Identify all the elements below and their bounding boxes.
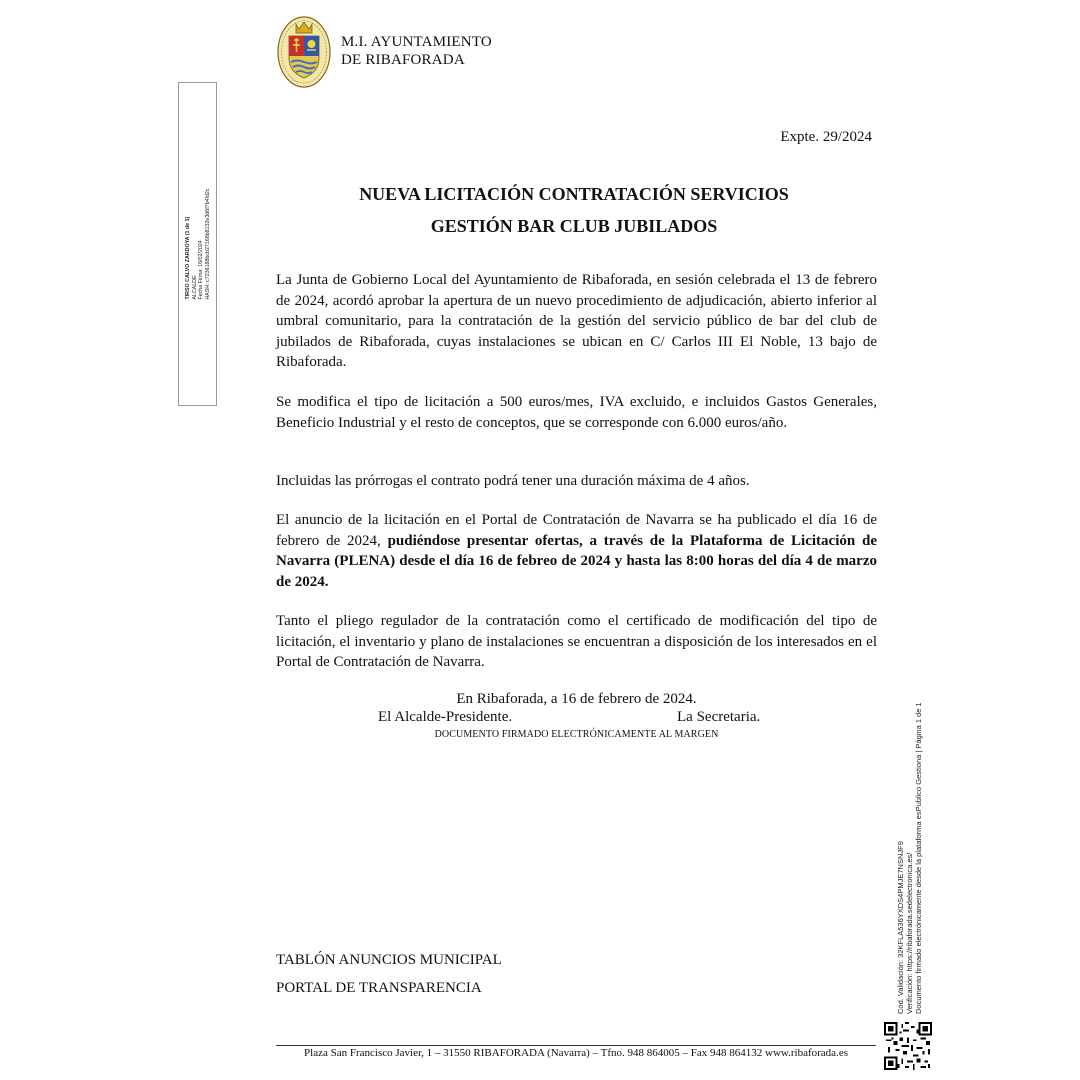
signature-date: Fecha Firma: 16/02/2024 [197,240,204,300]
paragraph-price: Se modifica el tipo de licitación a 500 euros/mes, IVA excluido, e incluidos Gastos Generales, Beneficio Industrial y el resto de conceptos, que se corresponde con 6.000 euros/año. [276,394,877,431]
transparency-portal-label: PORTAL DE TRANSPARENCIA [276,980,482,996]
paragraph-documents: Tanto el pliego regulador de la contratación como el certificado de modificación del tipo de licitación, el inventario y plano de instalaciones se encuentran a disposición de los interesados en el Portal de Contratación de Navarra. [276,613,877,670]
paragraph-approval: La Junta de Gobierno Local del Ayuntamiento de Ribaforada, en sesión celebrada el 13 de febrero de 2024, acordó aprobar la apertura de un nuevo procedimiento de adjudicación, abierto inferior al umbral comunitario, para la contratación de la gestión del servicio público de bar del club de jubilados de Ribaforada, cuyas instalaciones se ubican en C/ Carlos III El Noble, 13 bajo de Ribaforada. [276,272,877,370]
electronic-signature-note: DOCUMENTO FIRMADO ELECTRÓNICAMENTE AL MARGEN [434,729,719,740]
footer-divider [276,1045,876,1046]
municipal-crest-icon [276,12,332,88]
paragraph-duration: Incluidas las prórrogas el contrato podrá tener una duración máxima de 4 años. [276,473,750,489]
signature-hash: HASH: c7236188bcb27168b8132e3d6f7b4fd2c [204,188,210,300]
platform-note: Documento firmado electrónicamente desde la plataforma esPublico Gestiona | Página 1 de 1 [913,702,923,1014]
signer-role: ALCALDE [191,275,197,300]
electronic-signature-box [178,82,217,406]
signature-text [185,188,211,299]
closing-place-date: En Ribaforada, a 16 de febrero de 2024. [456,691,697,707]
title-line1: NUEVA LICITACIÓN CONTRATACIÓN SERVICIOS [359,184,789,204]
secretary-signer: La Secretaria. [677,709,761,725]
document-title [276,178,872,242]
organization-name [341,33,492,69]
paragraph-publication [276,510,877,592]
title-line2: GESTIÓN BAR CLUB JUBILADOS [430,216,718,236]
mayor-signer: El Alcalde-Presidente. [378,709,513,725]
qr-code-icon [884,1022,932,1070]
org-name-line2: DE RIBAFORADA [341,52,465,68]
footer-address: Plaza San Francisco Javier, 1 – 31550 RIBAFORADA (Navarra) – Tfno. 948 864005 – Fax 948 864132 www.ribaforada.es [304,1047,848,1059]
notice-board-label: TABLÓN ANUNCIOS MUNICIPAL [276,952,502,968]
validation-code: Cód. Validación: 32KFLA536YXDS4PMJE7NSNJF9 [896,841,905,1014]
verification-url[interactable]: Verificación: https://ribaforada.sedelectronica.es/ [904,852,914,1014]
publication-text: El anuncio de la licitación en el Portal de Contratación de Navarra se ha publicado el día 16 de febrero de 2024, [276,512,877,549]
org-name-line1: M.I. AYUNTAMIENTO [341,34,492,50]
signer-name: TIRSO CALVO ZARDOYA (1 de 1) [184,216,191,300]
expediente-number: Expte. 29/2024 [780,129,872,145]
publication-deadline: pudiéndose presentar ofertas, a través de la Plataforma de Licitación de Navarra (PLENA) desde el día 16 de febreo de 2024 y hasta las 8:00 horas del día 4 de marzo de 2024. [276,532,877,590]
